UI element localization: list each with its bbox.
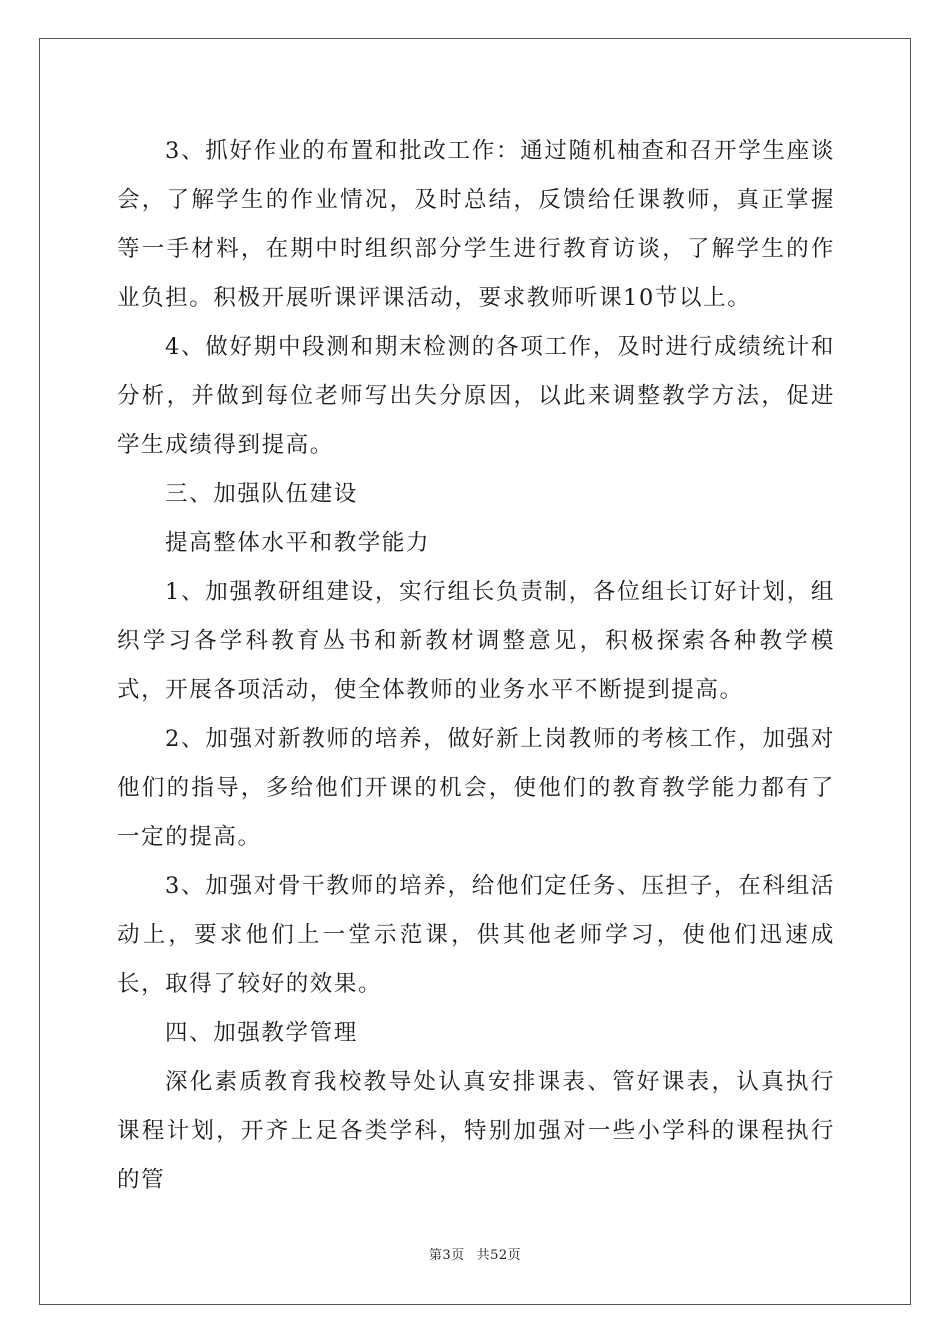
page-number: 第3页 — [428, 1248, 465, 1263]
paragraph-new-teachers: 2、加强对新教师的培养，做好新上岗教师的考核工作，加强对他们的指导，多给他们开课的机会，使他们的教育教学能力都有了一定的提高。 — [117, 726, 835, 850]
section-heading-management: 四、加强教学管理 — [165, 1020, 358, 1046]
section-subheading: 提高整体水平和教学能力 — [165, 530, 431, 556]
paragraph-research-group: 1、加强教研组建设，实行组长负责制，各位组长订好计划，组织学习各学科教育丛书和新教材调整意见，积极探索各种教学模式，开展各项活动，使全体教师的业务水平不断提到提高。 — [117, 579, 835, 703]
section-heading-team: 三、加强队伍建设 — [165, 481, 358, 507]
page-total: 共52页 — [476, 1248, 522, 1263]
paragraph-exams: 4、做好期中段测和期末检测的各项工作，及时进行成绩统计和分析，并做到每位老师写出失分原因，以此来调整教学方法，促进学生成绩得到提高。 — [117, 334, 835, 458]
paragraph-key-teachers: 3、加强对骨干教师的培养，给他们定任务、压担子，在科组活动上，要求他们上一堂示范课，供其他老师学习，使他们迅速成长，取得了较好的效果。 — [117, 873, 835, 997]
document-body — [117, 127, 835, 1205]
paragraph-homework: 3、抓好作业的布置和批改工作：通过随机柚查和召开学生座谈会，了解学生的作业情况，及时总结，反馈给任课教师，真正掌握等一手材料，在期中时组织部分学生进行教育访谈，了解学生的作业负担。积极开展听课评课活动，要求教师听课10节以上。 — [117, 138, 835, 311]
paragraph-curriculum: 深化素质教育我校教导处认真安排课表、管好课表，认真执行课程计划，开齐上足各类学科，特别加强对一些小学科的课程执行的管 — [117, 1069, 835, 1193]
page-footer — [0, 1244, 950, 1263]
